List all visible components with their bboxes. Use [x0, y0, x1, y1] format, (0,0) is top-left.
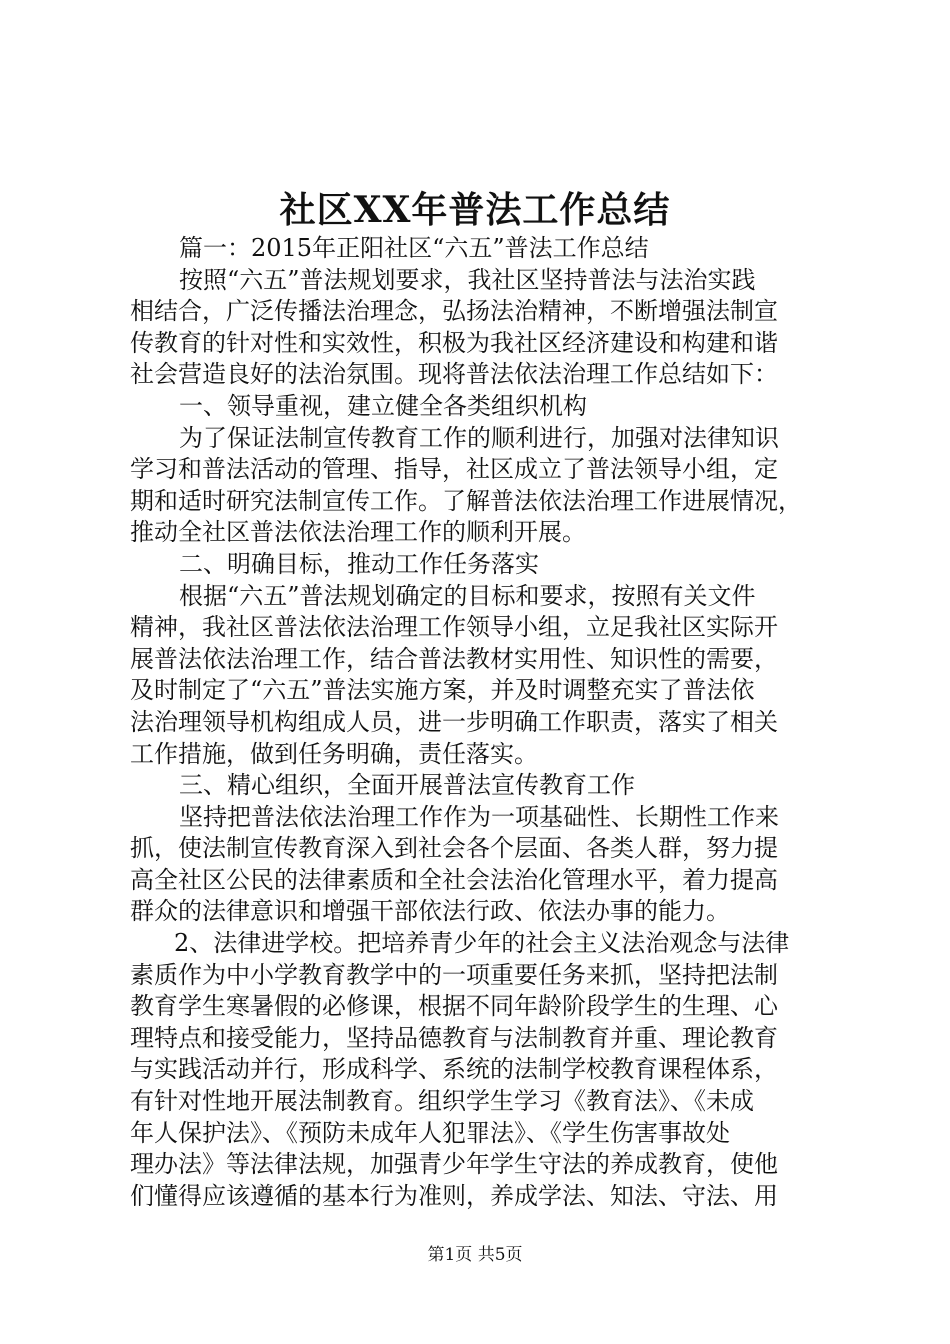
page-footer: 第1页 共5页	[427, 1245, 523, 1265]
body-line: 年人保护法》、《预防未成年人犯罪法》、《学生伤害事故处	[130, 1118, 730, 1147]
body-line: 按照“六五”普法规划要求，我社区坚持普法与法治实践	[179, 265, 756, 294]
body-line: 为了保证法制宣传教育工作的顺利进行，加强对法律知识	[179, 423, 779, 452]
body-line: 抓，使法制宣传教育深入到社会各个层面、各类人群，努力提	[130, 834, 778, 863]
body-line: 群众的法律意识和增强干部依法行政、依法办事的能力。	[130, 897, 730, 926]
body-line: 相结合，广泛传播法治理念，弘扬法治精神，不断增强法制宣	[130, 297, 778, 326]
document-title: 社区XX年普法工作总结	[279, 189, 671, 231]
section-heading: 二、明确目标，推动工作任务落实	[179, 549, 539, 578]
section-heading: 三、精心组织，全面开展普法宣传教育工作	[179, 771, 635, 800]
body-line: 工作措施，做到任务明确，责任落实。	[130, 739, 538, 768]
body-line: 展普法依法治理工作，结合普法教材实用性、知识性的需要，	[130, 644, 778, 673]
body-line: 2、法律进学校。把培养青少年的社会主义法治观念与法律	[174, 929, 790, 958]
body-line: 坚持把普法依法治理工作作为一项基础性、长期性工作来	[179, 802, 779, 831]
body-line: 教育学生寒暑假的必修课，根据不同年龄阶段学生的生理、心	[130, 992, 778, 1021]
body-line: 精神，我社区普法依法治理工作领导小组，立足我社区实际开	[130, 613, 778, 642]
body-line: 素质作为中小学教育教学中的一项重要任务来抓，坚持把法制	[130, 960, 778, 989]
body-line: 根据“六五”普法规划确定的目标和要求，按照有关文件	[179, 581, 756, 610]
body-line: 理办法》等法律法规，加强青少年学生守法的养成教育，使他	[130, 1150, 778, 1179]
body-line: 与实践活动并行，形成科学、系统的法制学校教育课程体系，	[130, 1055, 778, 1084]
body-line: 传教育的针对性和实效性，积极为我社区经济建设和构建和谐	[130, 328, 778, 357]
body-line: 们懂得应该遵循的基本行为准则，养成学法、知法、守法、用	[130, 1181, 778, 1210]
body-line: 及时制定了“六五”普法实施方案，并及时调整充实了普法依	[130, 676, 755, 705]
body-line: 高全社区公民的法律素质和全社会法治化管理水平，着力提高	[130, 865, 778, 894]
body-line: 社会营造良好的法治氛围。现将普法依法治理工作总结如下：	[130, 360, 778, 389]
body-line: 法治理领导机构组成人员，进一步明确工作职责，落实了相关	[130, 707, 778, 736]
body-line: 篇一：2015年正阳社区“六五”普法工作总结	[179, 234, 649, 262]
body-line: 期和适时研究法制宣传工作。了解普法依法治理工作进展情况，	[130, 486, 802, 515]
section-heading: 一、领导重视，建立健全各类组织机构	[179, 391, 587, 420]
body-line: 理特点和接受能力，坚持品德教育与法制教育并重、理论教育	[130, 1023, 778, 1052]
body-line: 有针对性地开展法制教育。组织学生学习《教育法》、《未成	[130, 1087, 754, 1116]
body-line: 学习和普法活动的管理、指导，社区成立了普法领导小组，定	[130, 455, 778, 484]
document-body	[130, 233, 830, 1212]
body-line: 推动全社区普法依法治理工作的顺利开展。	[130, 518, 586, 547]
